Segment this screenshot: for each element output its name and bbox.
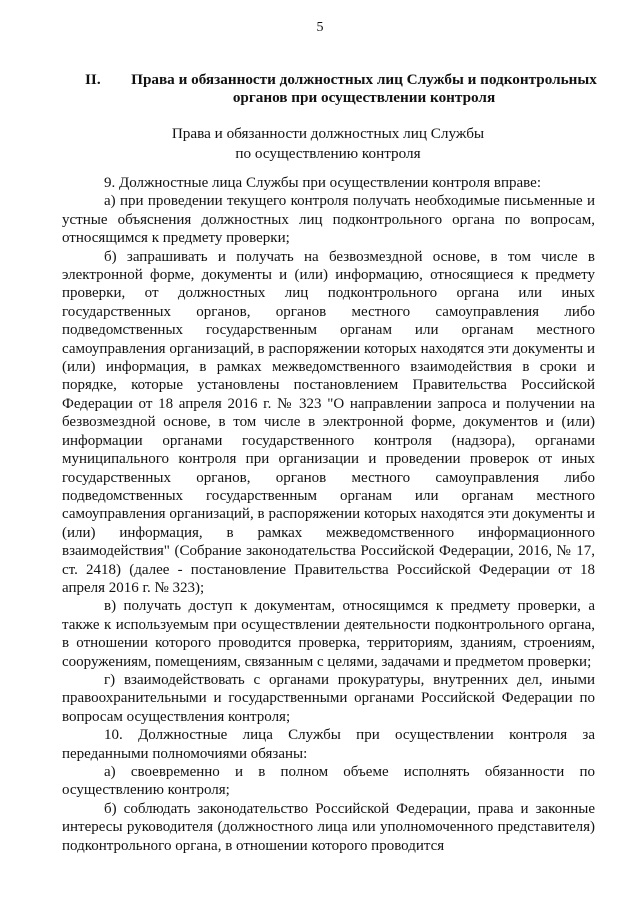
paragraph-9a: а) при проведении текущего контроля получать необходимые письменные и устные объяснения должностных лиц подконтрольного органа по вопросам, относящимся к предмету проверки; xyxy=(62,193,595,247)
page-number: 5 xyxy=(316,20,324,35)
paragraph-10a: а) своевременно и в полном объеме исполнять обязанности по осуществлению контроля; xyxy=(62,764,595,799)
paragraph-9b: б) запрашивать и получать на безвозмездной основе, в том числе в электронной форме, документы и (или) информацию, относящиеся к предмету проверки, от должностных лиц подконтрольного органа или иных государственных органов, органов местного самоуправления либо подведомственных государственным органам или органам местного самоуправления организаций, в распоряжении которых находятся эти документы и (или) информация, в рамках межведомственного взаимодействия в сроки и порядке, которые установлены постановлением Правительства Российской Федерации от 18 апреля 2016 г. № 323 "О направлении запроса и получении на безвозмездной основе, в том числе в электронной форме, документов и (или) информации органами государственного контроля (надзора), органами муниципального контроля при организации и проведении проверок от иных государственных органов, органов местного самоуправления либо подведомственных государственным органам или органам местного самоуправления организаций, в распоряжении которых находятся эти документы и (или) информация, в рамках межведомственного информационного взаимодействия" (Собрание законодательства Российской Федерации, 2016, № 17, ст. 2418) (далее - постановление Правительства Российской Федерации от 18 апреля 2016 г. № 323); xyxy=(62,248,595,596)
subsection-title-line1: Права и обязанности должностных лиц Службы xyxy=(171,125,485,142)
paragraph-9g: г) взаимодействовать с органами прокуратуры, внутренних дел, иными правоохранительными и государственными органами Российской Федерации по вопросам осуществления контроля; xyxy=(62,671,595,725)
paragraph-10: 10. Должностные лица Службы при осуществлении контроля за переданными полномочиями обязаны: xyxy=(62,727,595,762)
paragraph-9v: в) получать доступ к документам, относящимся к предмету проверки, а также к используемым при осуществлении деятельности подконтрольного органа, в отношении которого проводится проверка, территориям, зданиям, строениям, сооружениям, помещениям, связанным с целями, задачами и предметом проверки; xyxy=(62,598,595,670)
body-text xyxy=(62,174,595,855)
subsection-title-line2: по осуществлению контроля xyxy=(235,145,421,162)
section-number: II. xyxy=(85,71,101,88)
section-heading xyxy=(85,71,605,107)
section-title: Права и обязанности должностных лиц Службы и подконтрольных органов при осуществлении контроля xyxy=(131,71,597,106)
subsection-heading xyxy=(60,124,596,164)
paragraph-9: 9. Должностные лица Службы при осуществлении контроля вправе: xyxy=(104,175,541,191)
paragraph-10b: б) соблюдать законодательство Российской Федерации, права и законные интересы руководителя (должностного лица или уполномоченного представителя) подконтрольного органа, в отношении которого проводится xyxy=(62,800,595,854)
